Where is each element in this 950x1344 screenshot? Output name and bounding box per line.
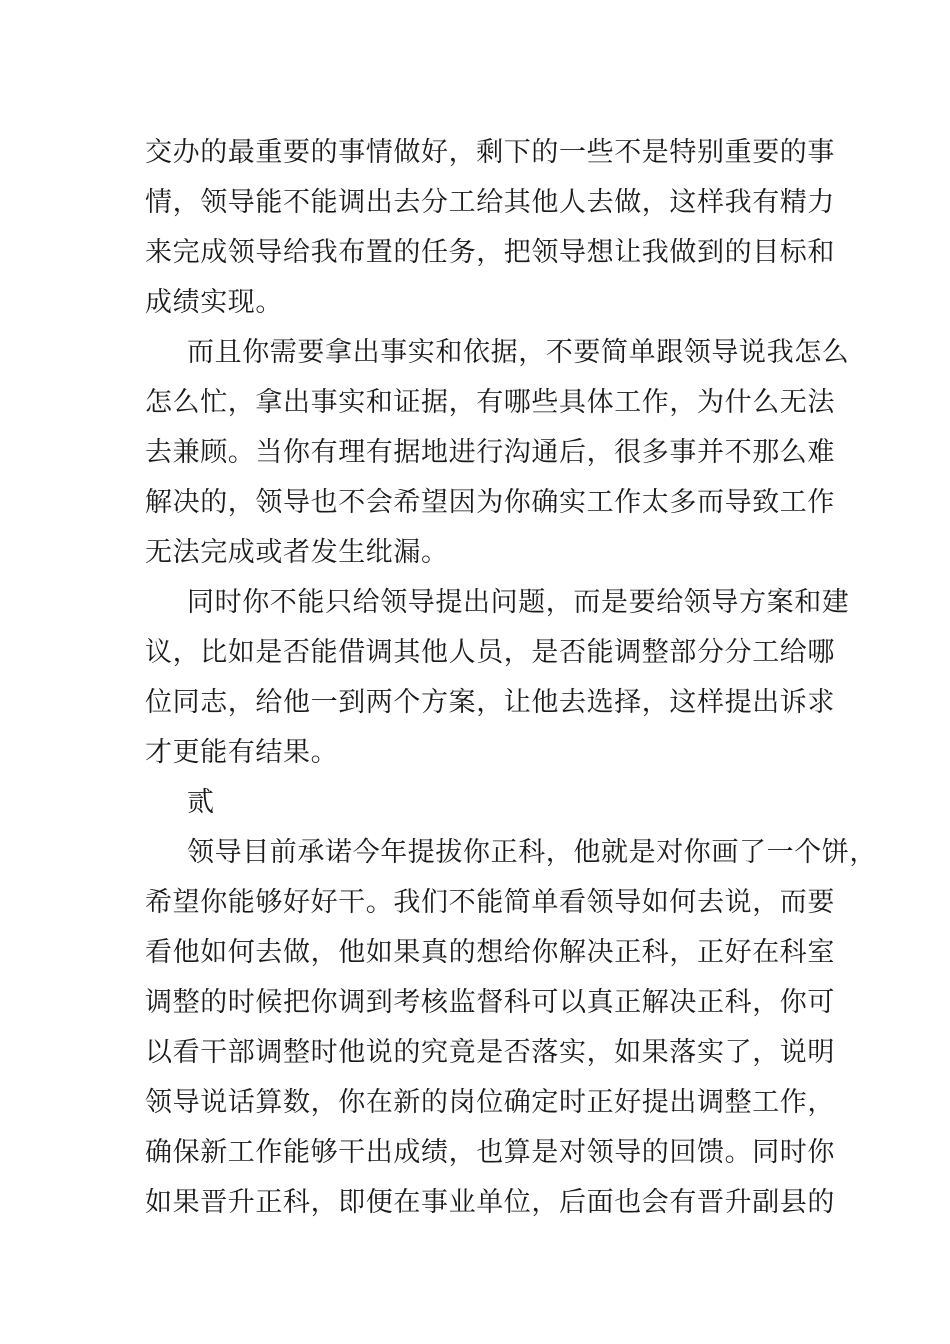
text-line: 希望你能够好好干。我们不能简单看领导如何去说，而要 xyxy=(145,887,835,918)
text-line: 位同志，给他一到两个方案，让他去选择，这样提出诉求 xyxy=(145,687,835,718)
text-line: 解决的，领导也不会希望因为你确实工作太多而导致工作 xyxy=(145,487,835,518)
paragraph-first-line: 同时你不能只给领导提出问题，而是要给领导方案和建 xyxy=(187,587,850,618)
paragraph-first-line: 领导目前承诺今年提拔你正科，他就是对你画了一个饼， xyxy=(187,837,877,868)
text-line: 看他如何去做，他如果真的想给你解决正科，正好在科室 xyxy=(145,937,835,968)
text-line: 无法完成或者发生纰漏。 xyxy=(145,537,449,568)
text-line: 如果晋升正科，即便在事业单位，后面也会有晋升副县的 xyxy=(145,1187,835,1218)
text-line: 来完成领导给我布置的任务，把领导想让我做到的目标和 xyxy=(145,237,835,268)
text-line: 确保新工作能够干出成绩，也算是对领导的回馈。同时你 xyxy=(145,1137,835,1168)
text-line: 怎么忙，拿出事实和证据，有哪些具体工作，为什么无法 xyxy=(145,387,835,418)
text-line: 议，比如是否能借调其他人员，是否能调整部分分工给哪 xyxy=(145,637,835,668)
text-line: 调整的时候把你调到考核监督科可以真正解决正科，你可 xyxy=(145,987,835,1018)
text-line: 领导说话算数，你在新的岗位确定时正好提出调整工作， xyxy=(145,1087,835,1118)
text-line: 情，领导能不能调出去分工给其他人去做，这样我有精力 xyxy=(145,187,835,218)
text-line: 成绩实现。 xyxy=(145,287,283,318)
text-line: 才更能有结果。 xyxy=(145,737,339,768)
text-line: 以看干部调整时他说的究竟是否落实，如果落实了，说明 xyxy=(145,1037,835,1068)
section-heading: 贰 xyxy=(187,787,215,818)
text-line: 交办的最重要的事情做好，剩下的一些不是特别重要的事 xyxy=(145,137,835,168)
paragraph-first-line: 而且你需要拿出事实和依据，不要简单跟领导说我怎么 xyxy=(187,337,850,368)
text-line: 去兼顾。当你有理有据地进行沟通后，很多事并不那么难 xyxy=(145,437,835,468)
